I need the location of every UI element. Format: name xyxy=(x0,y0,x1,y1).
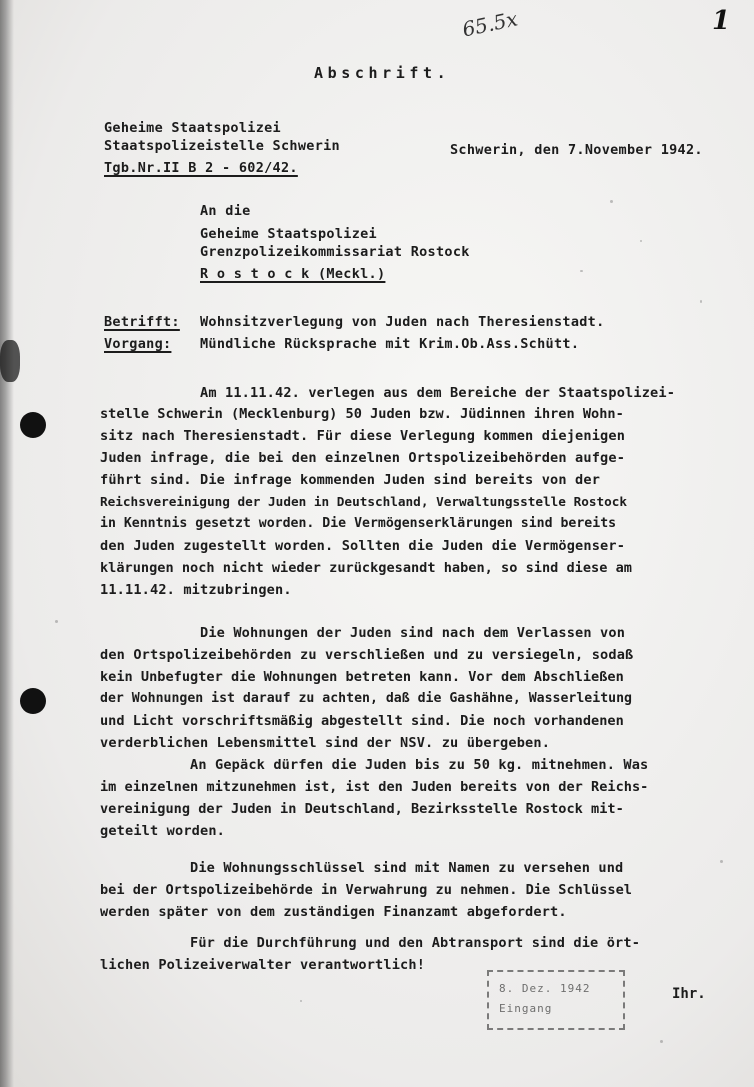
body-line: führt sind. Die infrage kommenden Juden sind bereits von der xyxy=(100,472,601,488)
ink-blot-left xyxy=(0,340,20,382)
recipient-line-4: R o s t o c k (Meckl.) xyxy=(200,266,386,282)
body-line: der Wohnungen ist darauf zu achten, daß die Gashähne, Wasserleitung xyxy=(100,691,632,706)
body-line: und Licht vorschriftsmäßig abgestellt sind. Die noch vorhandenen xyxy=(100,713,624,729)
speck xyxy=(700,300,702,303)
speck xyxy=(640,240,642,242)
body-line: den Juden zugestellt worden. Sollten die Juden die Vermögenser- xyxy=(100,538,626,554)
subject-label: Betrifft: xyxy=(104,314,180,330)
stamp-label: Eingang xyxy=(499,1002,553,1015)
reference-text: Mündliche Rücksprache mit Krim.Ob.Ass.Schütt. xyxy=(200,336,580,352)
speck xyxy=(610,200,613,203)
body-line: werden später von dem zuständigen Finanzamt abgefordert. xyxy=(100,904,567,920)
body-line: klärungen noch nicht wieder zurückgesandt haben, so sind diese am xyxy=(100,560,632,576)
body-line: kein Unbefugter die Wohnungen betreten kann. Vor dem Abschließen xyxy=(100,669,624,685)
body-line: An Gepäck dürfen die Juden bis zu 50 kg. mitnehmen. Was xyxy=(190,757,649,773)
body-line: Die Wohnungen der Juden sind nach dem Verlassen von xyxy=(200,625,626,641)
speck xyxy=(720,860,723,863)
body-line: sitz nach Theresienstadt. Für diese Verlegung kommen diejenigen xyxy=(100,428,626,444)
body-line: stelle Schwerin (Mecklenburg) 50 Juden bzw. Jüdinnen ihren Wohn- xyxy=(100,406,624,422)
sender-line-2: Staatspolizeistelle Schwerin xyxy=(104,138,340,154)
body-line: im einzelnen mitzunehmen ist, ist den Juden bereits von der Reichs- xyxy=(100,779,649,795)
page-edge-shadow xyxy=(0,0,14,1087)
recipient-line-3: Grenzpolizeikommissariat Rostock xyxy=(200,244,470,260)
body-line: Für die Durchführung und den Abtransport sind die ört- xyxy=(190,935,641,951)
body-line: lichen Polizeiverwalter verantwortlich! xyxy=(100,957,426,973)
document-title: Abschrift. xyxy=(314,64,451,82)
reference-label: Vorgang: xyxy=(104,336,172,352)
body-line: den Ortspolizeibehörden zu verschließen und zu versiegeln, sodaß xyxy=(100,647,634,663)
body-line: Die Wohnungsschlüssel sind mit Namen zu versehen und xyxy=(190,860,624,876)
body-line: verderblichen Lebensmittel sind der NSV. zu übergeben. xyxy=(100,735,551,751)
subject-text: Wohnsitzverlegung von Juden nach Theresienstadt. xyxy=(200,314,605,330)
signature: Ihr. xyxy=(672,986,706,1002)
receipt-stamp xyxy=(487,970,625,1030)
body-line: in Kenntnis gesetzt worden. Die Vermögenserklärungen sind bereits xyxy=(100,516,617,531)
speck xyxy=(580,270,583,272)
speck xyxy=(660,1040,663,1043)
body-line: vereinigung der Juden in Deutschland, Bezirksstelle Rostock mit- xyxy=(100,801,624,817)
recipient-line-1: An die xyxy=(200,203,251,219)
handwritten-page-number: 1 xyxy=(712,6,731,36)
body-line: Am 11.11.42. verlegen aus dem Bereiche der Staatspolizei- xyxy=(200,385,676,401)
reference-number: Tgb.Nr.II B 2 - 602/42. xyxy=(104,160,298,176)
speck xyxy=(55,620,58,623)
punch-hole-bottom xyxy=(20,688,46,714)
body-line: Reichsvereinigung der Juden in Deutschland, Verwaltungsstelle Rostock xyxy=(100,494,628,509)
date-line: Schwerin, den 7.November 1942. xyxy=(450,142,703,158)
sender-line-1: Geheime Staatspolizei xyxy=(104,120,281,136)
stamp-date: 8. Dez. 1942 xyxy=(499,982,591,995)
body-line: Juden infrage, die bei den einzelnen Ortspolizeibehörden aufge- xyxy=(100,450,626,466)
recipient-line-2: Geheime Staatspolizei xyxy=(200,226,377,242)
body-line: bei der Ortspolizeibehörde in Verwahrung zu nehmen. Die Schlüssel xyxy=(100,882,632,898)
punch-hole-top xyxy=(20,412,46,438)
speck xyxy=(300,1000,302,1002)
body-line: geteilt worden. xyxy=(100,823,226,839)
body-line: 11.11.42. mitzubringen. xyxy=(100,582,292,598)
handwritten-note: 65.5x xyxy=(460,6,520,42)
